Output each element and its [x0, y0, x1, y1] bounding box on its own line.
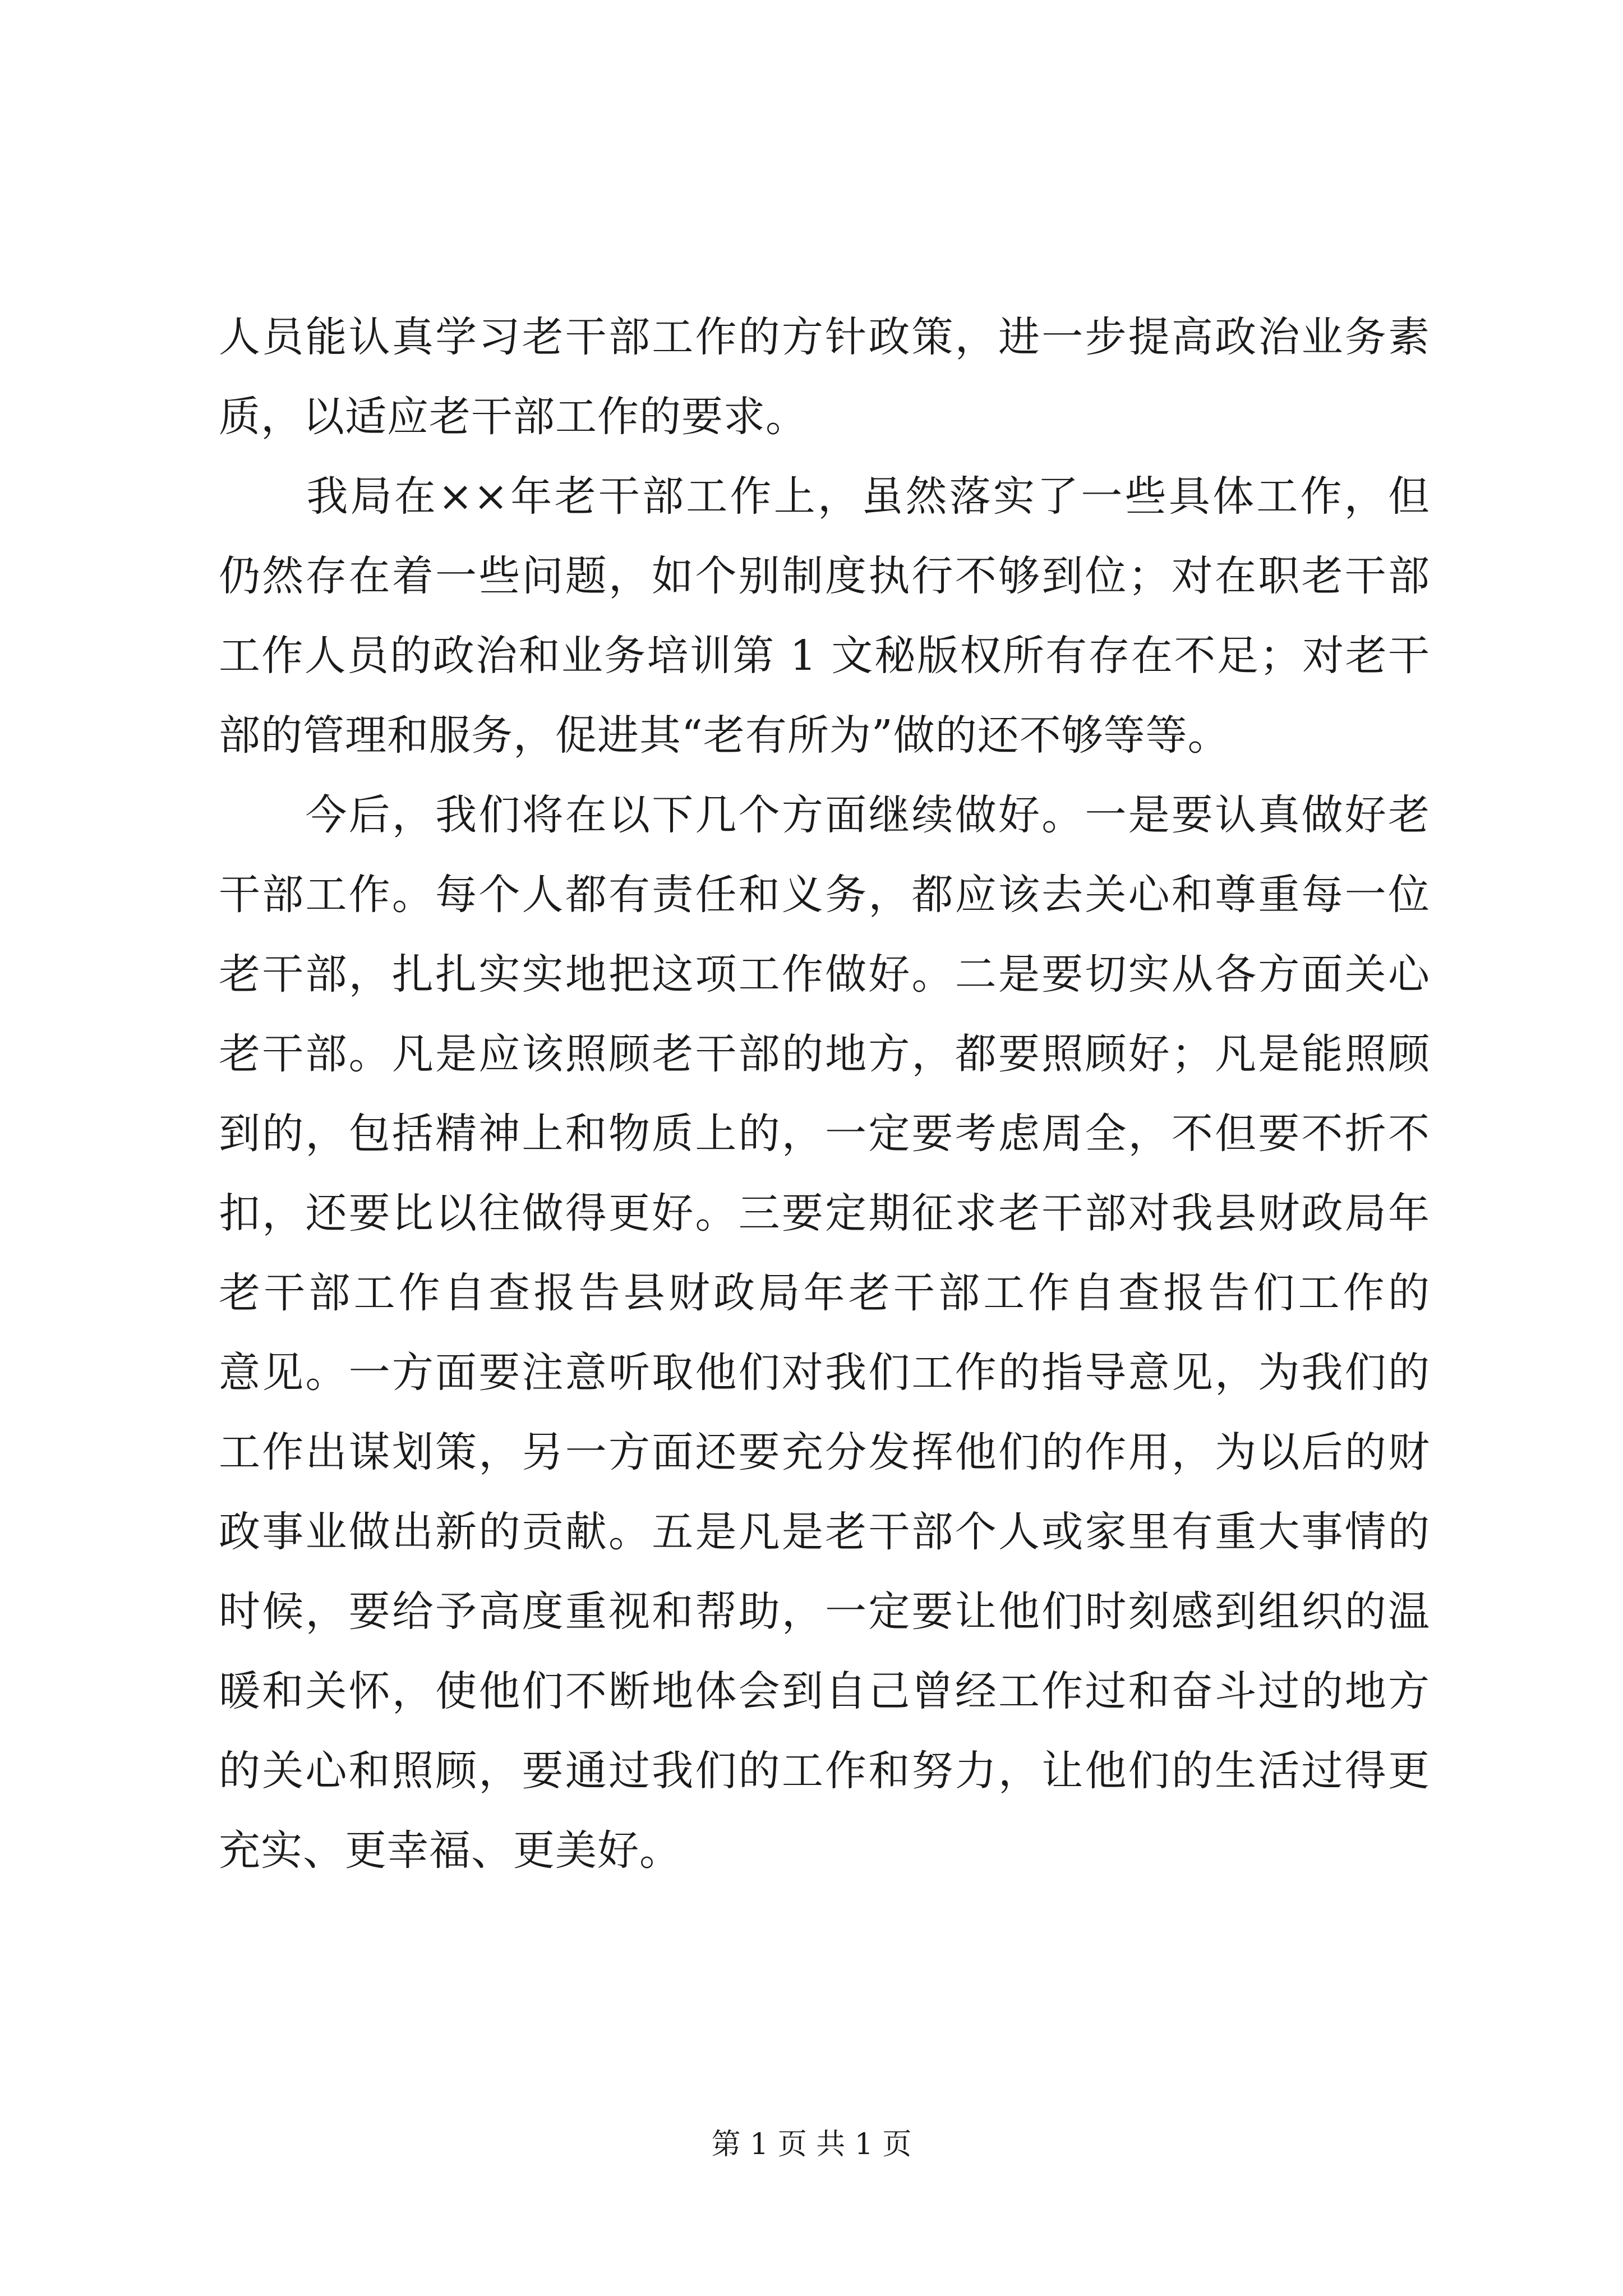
text-line: 到的，包括精神上和物质上的，一定要考虑周全，不但要不折不 [219, 1110, 1430, 1158]
text-line: 扣，还要比以往做得更好。三要定期征求老干部对我县财政局年 [219, 1189, 1430, 1237]
text-line: 人员能认真学习老干部工作的方针政策，进一步提高政治业务素 [219, 313, 1430, 361]
text-line: 仍然存在着一些问题，如个别制度执行不够到位；对在职老干部 [219, 552, 1430, 600]
text-line: 部的管理和服务，促进其“老有所为”做的还不够等等。 [219, 711, 1230, 760]
text-line: 意见。一方面要注意听取他们对我们工作的指导意见，为我们的 [219, 1349, 1430, 1397]
text-line: 的关心和照顾，要通过我们的工作和努力，让他们的生活过得更 [219, 1747, 1430, 1795]
text-line: 工作出谋划策，另一方面还要充分发挥他们的作用，为以后的财 [219, 1428, 1430, 1476]
paragraph-2 [219, 457, 1430, 775]
text-line: 老干部，扎扎实实地把这项工作做好。二是要切实从各方面关心 [219, 950, 1430, 999]
text-line: 干部工作。每个人都有责任和义务，都应该去关心和尊重每一位 [219, 871, 1430, 919]
page-footer [0, 2120, 1623, 2162]
text-line: 时候，要给予高度重视和帮助，一定要让他们时刻感到组织的温 [219, 1588, 1430, 1636]
paragraph-3 [219, 775, 1430, 1890]
text-line: 今后，我们将在以下几个方面继续做好。一是要认真做好老 [219, 791, 1430, 839]
page-number-label: 第 1 页 共 1 页 [711, 2128, 912, 2161]
text-line: 工作人员的政治和业务培训第 1 文秘版权所有存在不足；对老干 [219, 632, 1430, 680]
text-line: 暖和关怀，使他们不断地体会到自己曾经工作过和奋斗过的地方 [219, 1667, 1430, 1715]
text-line: 政事业做出新的贡献。五是凡是老干部个人或家里有重大事情的 [219, 1508, 1430, 1556]
text-line: 质，以适应老干部工作的要求。 [219, 393, 808, 441]
text-line: 充实、更幸福、更美好。 [219, 1826, 681, 1875]
text-line: 老干部。凡是应该照顾老干部的地方，都要照顾好；凡是能照顾 [219, 1030, 1430, 1078]
document-body [219, 297, 1430, 1890]
paragraph-1 [219, 297, 1430, 457]
text-line: 老干部工作自查报告县财政局年老干部工作自查报告们工作的 [219, 1269, 1430, 1317]
text-line: 我局在××年老干部工作上，虽然落实了一些具体工作，但 [219, 472, 1430, 521]
